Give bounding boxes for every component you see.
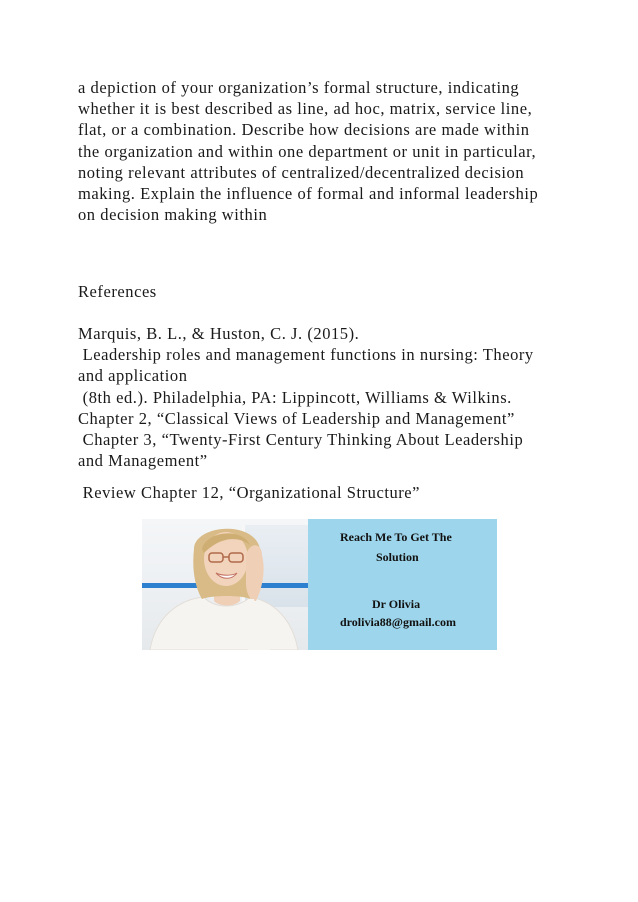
reference-publisher: (8th ed.). Philadelphia, PA: Lippincott, Williams & Wilkins. [78, 388, 512, 407]
reference-citation: Marquis, B. L., & Huston, C. J. (2015). [78, 324, 360, 343]
references-heading: References [78, 282, 157, 301]
reference-chapter-3: Chapter 3, “Twenty-First Century Thinking About Leadership and Management” [78, 430, 524, 471]
body-line: whether it is best described as line, ad hoc, matrix, service line, [78, 99, 533, 119]
body-line: a depiction of your organization’s formal structure, indicating [78, 78, 520, 97]
banner-headline-2: Solution [376, 550, 419, 564]
body-line: the organization and within one department or unit in particular, [78, 141, 537, 161]
reference-book-title: Leadership roles and management functions in nursing: Theory and application [78, 345, 534, 386]
body-line: making. Explain the influence of formal and informal leadership [78, 184, 539, 204]
contact-banner[interactable] [142, 519, 497, 650]
reference-chapter-12: Review Chapter 12, “Organizational Structure” [78, 483, 421, 502]
body-line: flat, or a combination. Describe how decisions are made within [78, 120, 530, 140]
reference-chapter-2: Chapter 2, “Classical Views of Leadership and Management” [78, 409, 515, 428]
body-line: noting relevant attributes of centralized/decentralized decision [78, 162, 525, 182]
banner-name: Dr Olivia [372, 597, 421, 611]
woman-portrait-icon [142, 519, 308, 650]
banner-email: drolivia88@gmail.com [340, 615, 456, 629]
banner-headline: Reach Me To Get The [340, 530, 452, 544]
body-line: on decision making within [78, 205, 268, 225]
body-paragraph [78, 77, 578, 225]
portrait-figure [142, 519, 308, 650]
solution-panel [308, 519, 497, 650]
